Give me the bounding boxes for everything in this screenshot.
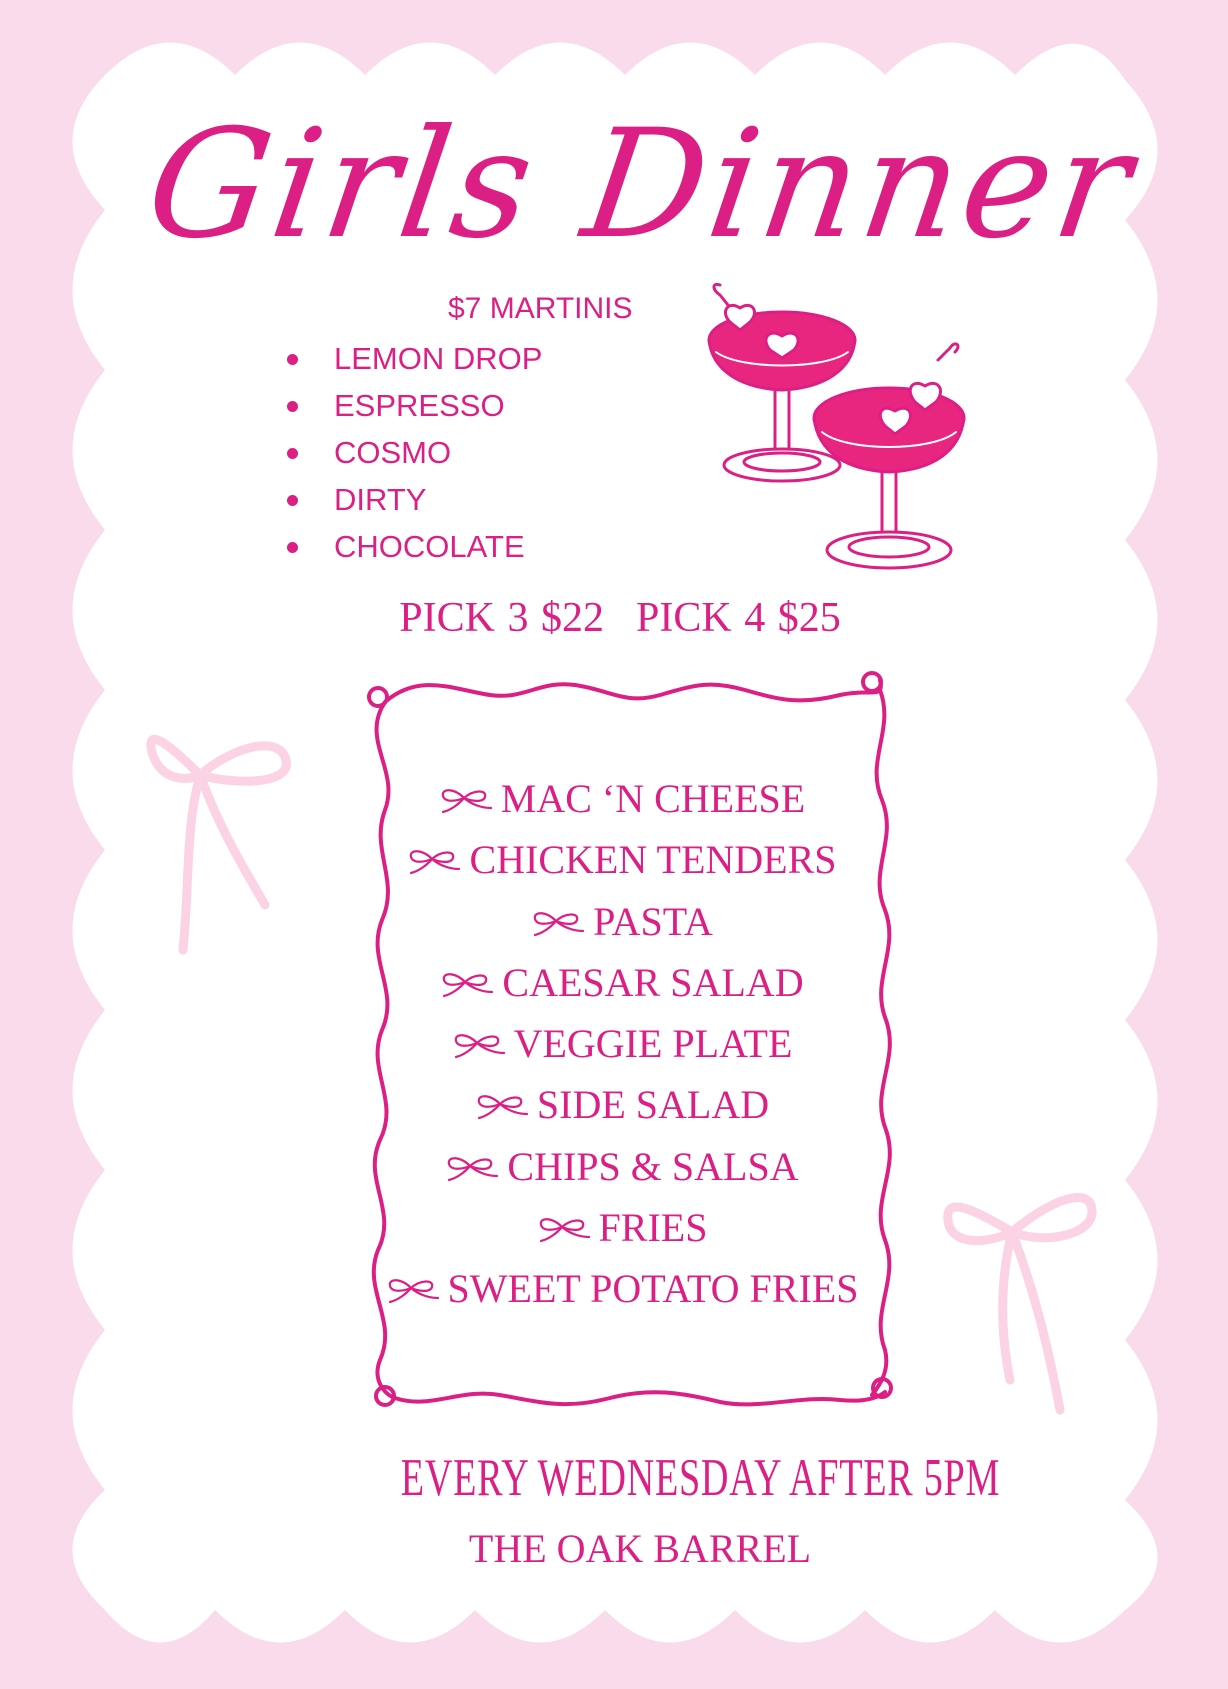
ribbon-bow-icon <box>471 1076 529 1104</box>
ribbon-bow-icon <box>436 954 494 982</box>
food-menu-list <box>380 768 860 1320</box>
list-item <box>380 1258 860 1319</box>
menu-item-label: CHIPS & SALSA <box>507 1143 799 1189</box>
martini-label: COSMO <box>334 435 452 470</box>
bullet-icon <box>287 401 298 412</box>
bullet-icon <box>287 448 298 459</box>
list-item <box>380 1074 860 1135</box>
schedule-text: EVERY WEDNESDAY AFTER 5PM <box>400 1449 1001 1507</box>
ribbon-bow-icon <box>403 831 461 859</box>
martini-list <box>280 335 542 570</box>
list-item <box>380 1197 860 1258</box>
list-item <box>380 952 860 1013</box>
ribbon-bow-icon <box>533 1199 591 1227</box>
list-item <box>280 335 542 382</box>
martini-label: LEMON DROP <box>334 341 543 376</box>
menu-item-label: MAC ‘N CHEESE <box>500 776 806 821</box>
list-item <box>380 891 860 952</box>
pricing-line <box>340 594 900 642</box>
menu-item-label: SIDE SALAD <box>536 1082 770 1128</box>
list-item <box>280 429 542 476</box>
pick-3-price: PICK 3 $22 <box>399 595 604 641</box>
menu-item-label: SWEET POTATO FRIES <box>447 1266 859 1312</box>
menu-item-label: VEGGIE PLATE <box>513 1021 793 1067</box>
martini-label: CHOCOLATE <box>334 529 525 564</box>
menu-item-label: FRIES <box>598 1205 708 1251</box>
ribbon-bow-icon <box>448 1015 506 1043</box>
venue-name: THE OAK BARREL <box>468 1526 812 1571</box>
page-title: Girls Dinner <box>137 98 1145 272</box>
list-item <box>280 476 542 523</box>
menu-item-label: CAESAR SALAD <box>502 959 804 1005</box>
menu-item-label: CHICKEN TENDERS <box>469 837 837 883</box>
bullet-icon <box>287 495 298 506</box>
ribbon-bow-icon <box>527 893 585 921</box>
bullet-icon <box>287 542 298 553</box>
list-item <box>380 829 860 890</box>
martini-price-heading: $7 MARTINIS <box>448 292 633 325</box>
list-item <box>380 1013 860 1074</box>
martini-label: ESPRESSO <box>334 388 505 423</box>
ribbon-bow-icon <box>382 1260 440 1288</box>
pick-4-price: PICK 4 $25 <box>636 595 841 641</box>
list-item <box>380 1136 860 1197</box>
menu-item-label: PASTA <box>593 898 713 944</box>
martini-label: DIRTY <box>334 482 427 517</box>
list-item <box>380 768 860 829</box>
list-item <box>280 523 542 570</box>
ribbon-bow-icon <box>441 1138 499 1166</box>
bullet-icon <box>287 354 298 365</box>
ribbon-bow-icon <box>435 770 493 798</box>
list-item <box>280 382 542 429</box>
